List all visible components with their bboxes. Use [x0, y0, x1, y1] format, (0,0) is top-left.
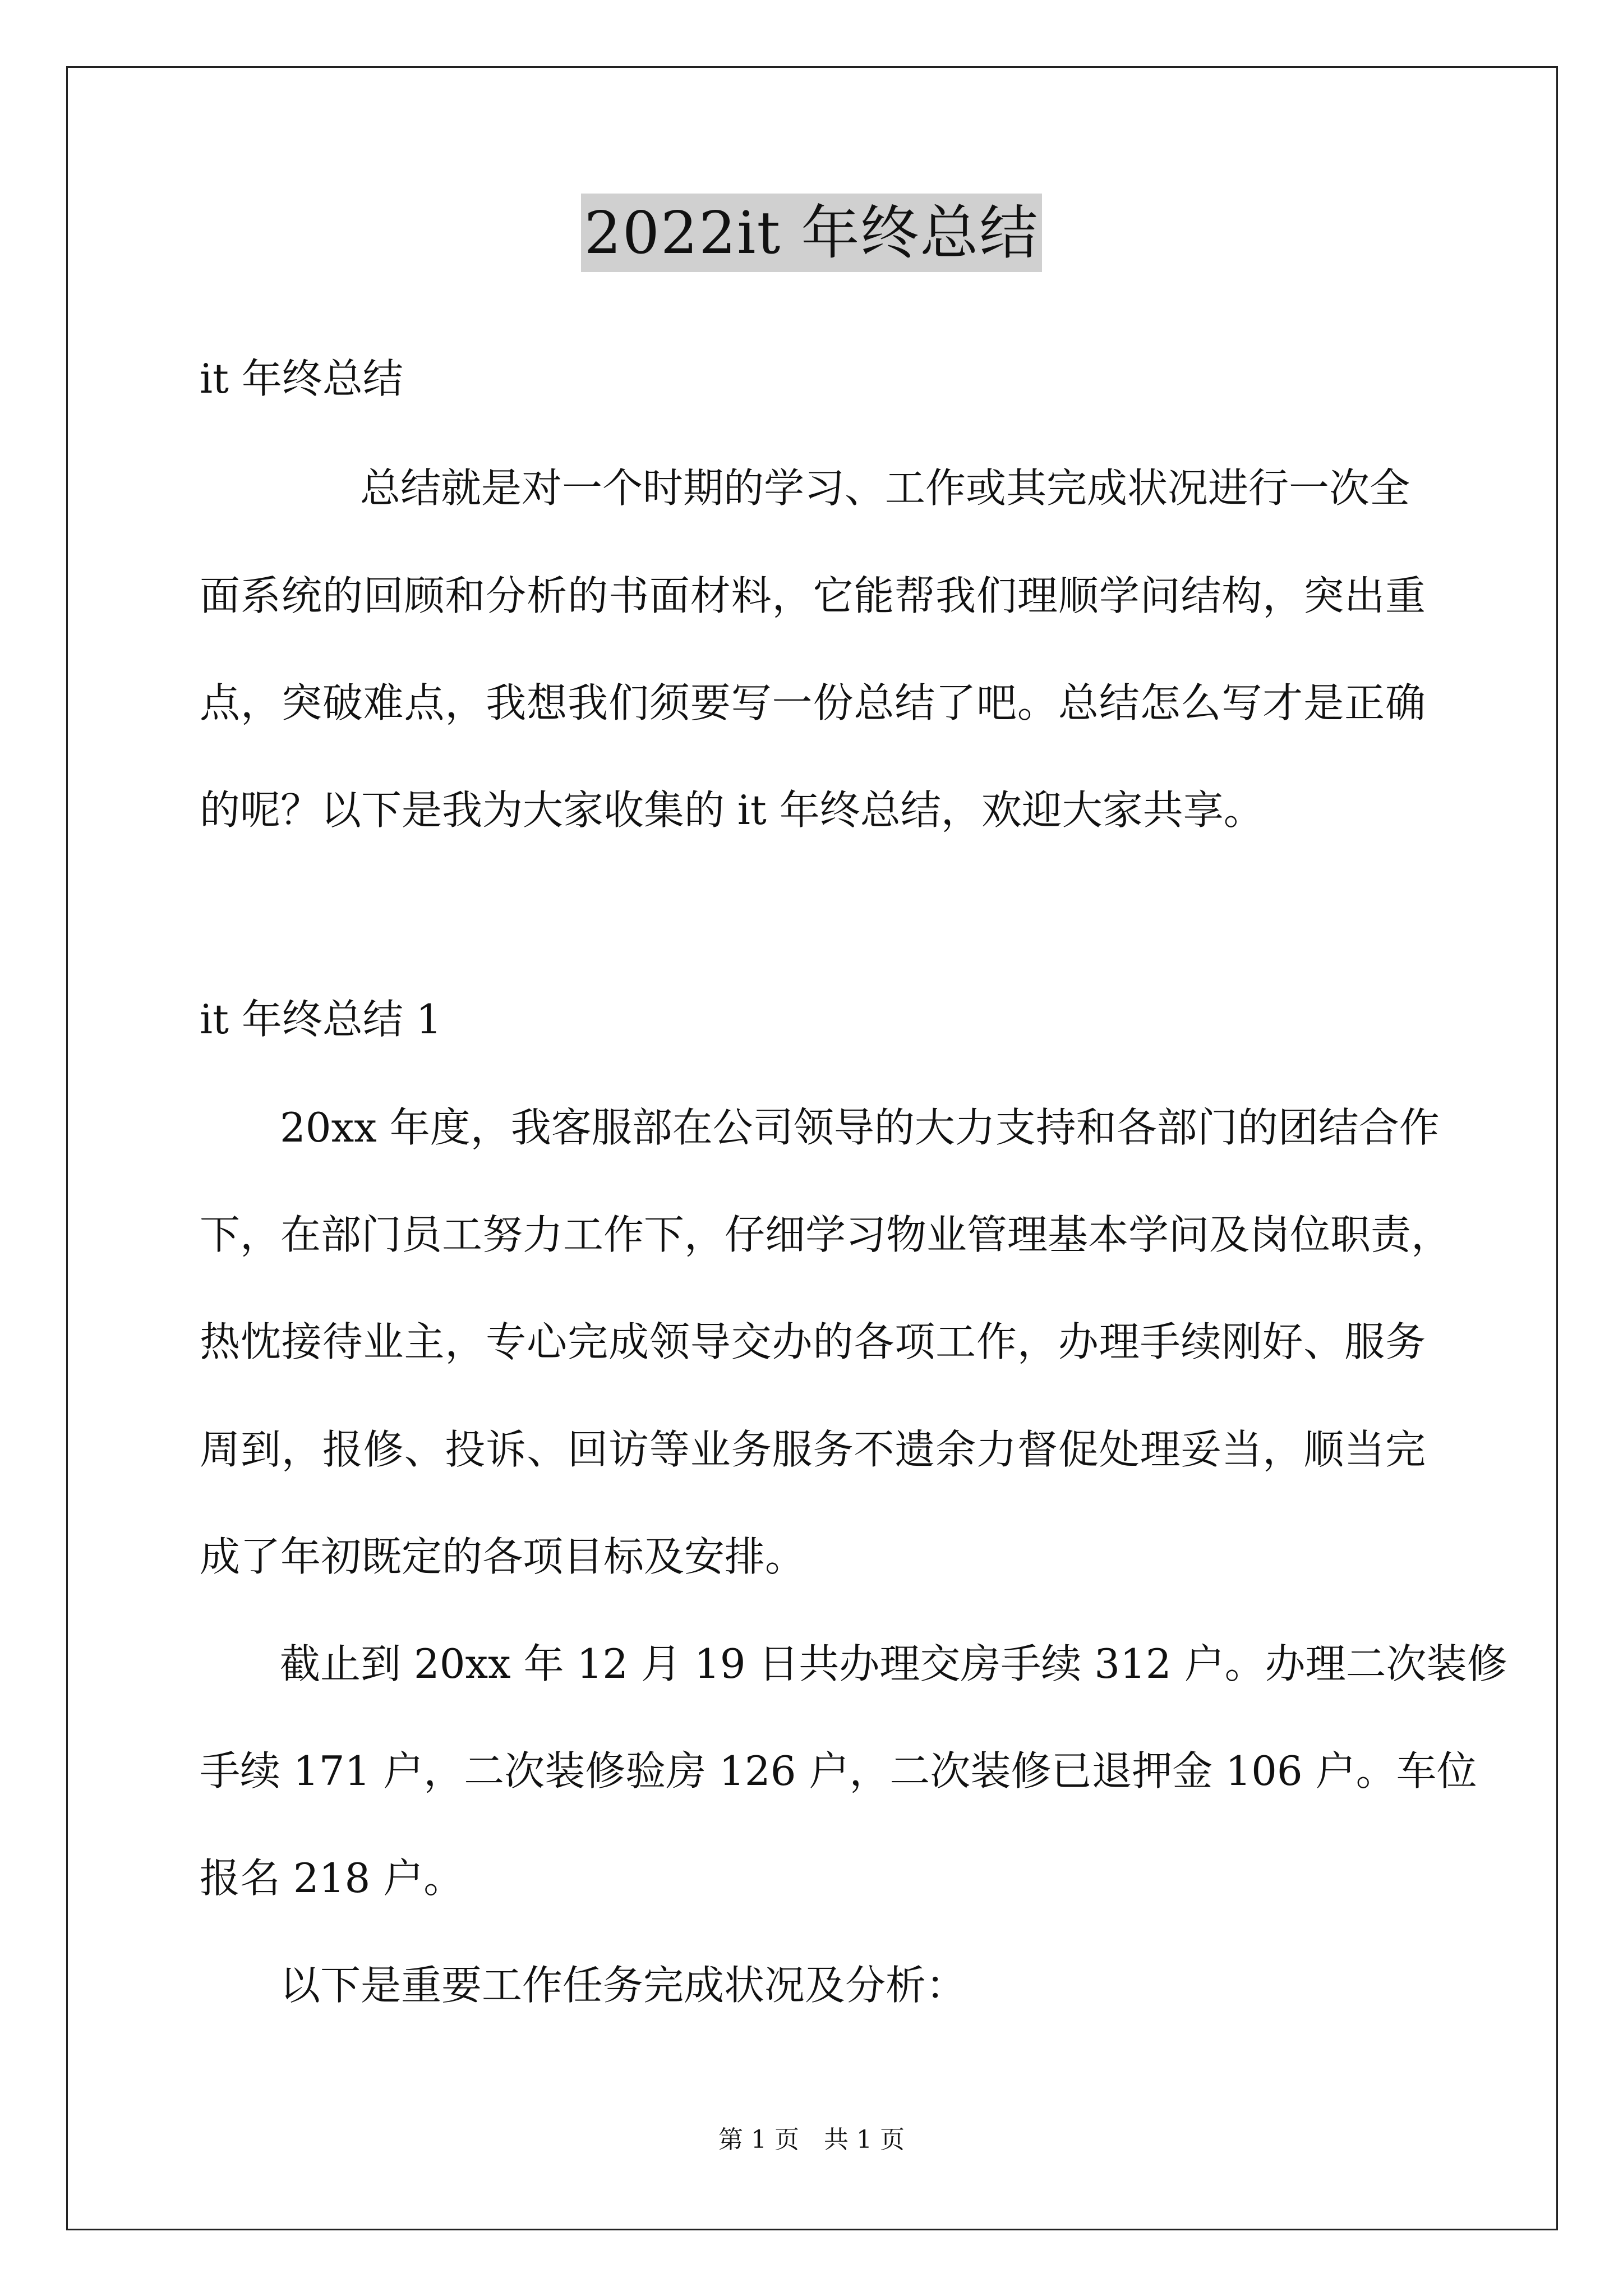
- document-title: 2022it 年终总结: [581, 194, 1043, 272]
- intro-line-2: 面系统的回顾和分析的书面材料，它能帮我们理顺学问结构，突出重: [200, 572, 1426, 619]
- subheading: it 年终总结: [200, 355, 403, 402]
- para2-line-3: 报名 218 户。: [200, 1855, 464, 1902]
- page-footer: 第 1 页 共 1 页: [718, 2125, 905, 2154]
- para3: 以下是重要工作任务完成状况及分析：: [280, 1962, 967, 2009]
- intro-line-4: 的呢？以下是我为大家收集的 it 年终总结，欢迎大家共享。: [200, 786, 1264, 834]
- para1-line-2: 下，在部门员工努力工作下，仔细学习物业管理基本学问及岗位职责，: [200, 1211, 1452, 1258]
- para1-line-5: 成了年初既定的各项目标及安排。: [200, 1533, 806, 1580]
- para2-line-2: 手续 171 户，二次装修验房 126 户，二次装修已退押金 106 户。车位: [200, 1747, 1477, 1795]
- intro-line-3: 点，突破难点，我想我们须要写一份总结了吧。总结怎么写才是正确: [200, 679, 1426, 726]
- intro-line-1: 总结就是对一个时期的学习、工作或其完成状况进行一次全: [360, 464, 1410, 512]
- para1-line-1: 20xx 年度，我客服部在公司领导的大力支持和各部门的团结合作: [280, 1104, 1440, 1151]
- para1-line-4: 周到，报修、投诉、回访等业务服务不遗余力督促处理妥当，顺当完: [200, 1426, 1426, 1473]
- para1-line-3: 热忱接待业主，专心完成领导交办的各项工作，办理手续刚好、服务: [200, 1318, 1426, 1365]
- section-heading: it 年终总结 1: [200, 996, 442, 1043]
- para2-line-1: 截止到 20xx 年 12 月 19 日共办理交房手续 312 户。办理二次装修: [280, 1640, 1507, 1687]
- title-container: [0, 194, 1623, 272]
